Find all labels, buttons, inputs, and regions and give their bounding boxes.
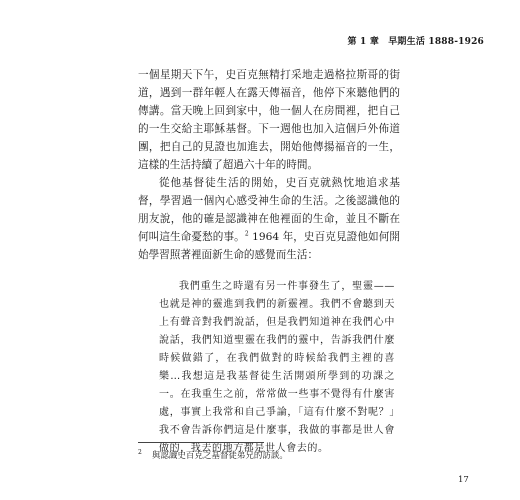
page-number: 17 bbox=[458, 475, 469, 485]
footnote bbox=[138, 449, 288, 461]
paragraph-2-text: 從他基督徒生活的開始，史百克就熱忱地追求基督，學習過一個內心感受神生命的生活。之後認識他的朋友說，他的確是認識神在他裡面的生命，並且不斷在何叫這生命憂愁的事。 bbox=[138, 177, 400, 243]
body-text bbox=[138, 66, 400, 458]
running-header: 第 1 章 早期生活 1888-1926 bbox=[347, 37, 484, 47]
paragraph-2-continuation: 1964 年，史百克見證他如何開始學習照著裡面新生命的感覺而生活： bbox=[138, 231, 401, 261]
paragraph-1: 一個星期天下午，史百克無精打采地走過格拉斯哥的街道，遇到一群年輕人在露天傳福音，他停下來聽他們的傳講。當天晚上回到家中，他一個人在房間裡，把自己的一生交給主耶穌基督。下一週他也加入這個戶外佈道團，把自己的見證也加進去，開始他傳揚福音的一生，這樣的生活持續了超過六十年的時間。 bbox=[138, 69, 400, 171]
footnote-text: 與認識史百克之基督徒弟兄的訪談。 bbox=[151, 451, 288, 461]
footnote-number: 2 bbox=[138, 449, 142, 457]
block-quote: 我們重生之時還有另一件事發生了，聖靈——也就是神的靈進到我們的新靈裡。我們不會聽到天上有聲音對我們說話，但是我們知道神在我們心中說話，我們知道聖靈在我們的靈中，告訴我們什麼時候做錯了，在我們做對的時候給我們主裡的喜樂…我想這是我基督徒生活開頭所學到的功課之一。在我重生之前，常常做一些事不覺得有什麼害處，事實上我常和自己爭論，「這有什麼不對呢？」我不會告訴你們這是什麼事，我做的事都是世人會做的，我去的地方都是世人會去的。 bbox=[159, 281, 395, 454]
footnote-reference: 2 bbox=[244, 230, 249, 238]
paragraph-2 bbox=[138, 174, 400, 264]
footnote-divider bbox=[138, 442, 264, 443]
